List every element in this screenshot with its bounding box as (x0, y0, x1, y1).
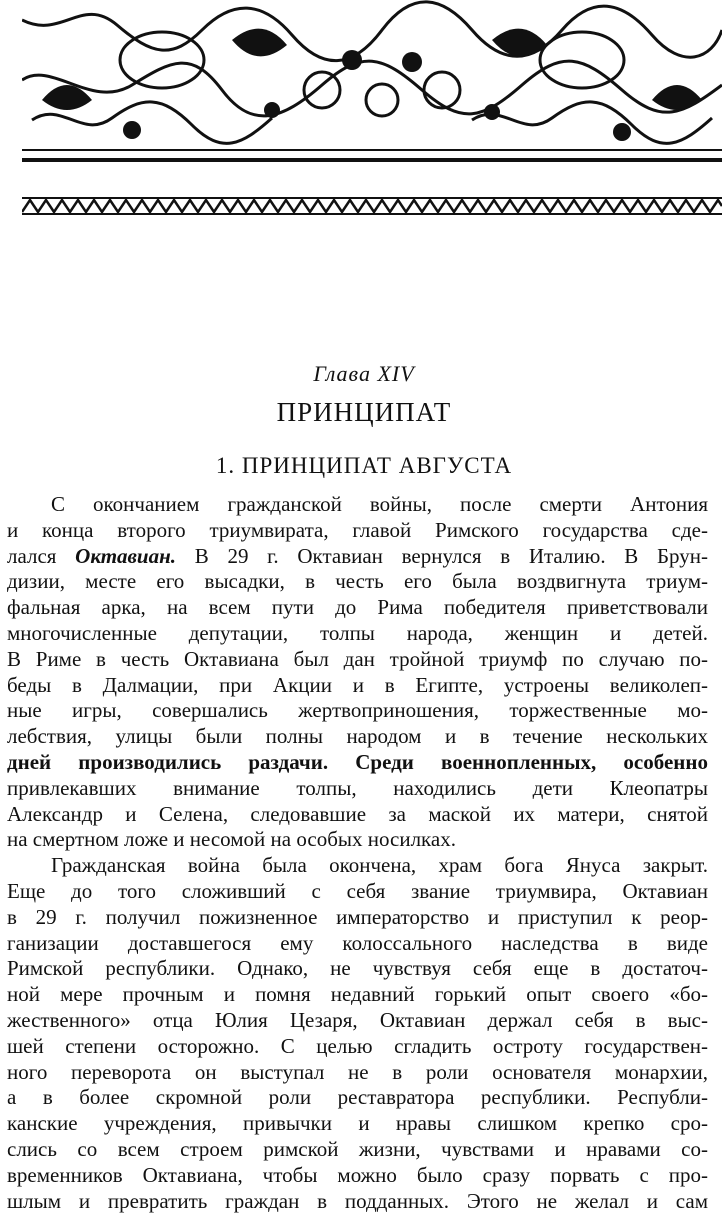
text-line: ные игры, совершались жертвоприношения, торжественные мо- (7, 698, 708, 723)
text-line: временников Октавиана, чтобы можно было сразу порвать с про- (7, 1162, 708, 1187)
decorative-frieze (22, 0, 722, 168)
emphasized-name: Октавиан. (75, 543, 177, 568)
text-line: беды в Далмации, при Акции и в Египте, устроены великолеп- (7, 672, 708, 697)
text-line: Римской республики. Однако, не чувствуя себя еще в достаточ- (7, 956, 708, 981)
text-line: слись со всем строем римской жизни, чувствами и нравами со- (7, 1136, 708, 1161)
text-line: ной мере прочным и помня недавний горький опыт своего «бо- (7, 982, 708, 1007)
text-line (7, 544, 708, 570)
text-line: фальная арка, на всем пути до Рима победителя приветствовали (7, 595, 708, 620)
text-line: на смертном ложе и несомой на особых носилках. (7, 827, 456, 852)
text-line: привлекавших внимание толпы, находились дети Клеопатры (7, 775, 708, 800)
text-line: Александр и Селена, следовавшие за маской их матери, снятой (7, 801, 708, 826)
chapter-label: Глава XIV (313, 361, 415, 386)
text-fragment: лался (7, 543, 57, 568)
text-line: В Риме в честь Октавиана был дан тройной триумф по случаю по- (7, 646, 708, 671)
text-line: С окончанием гражданской войны, после смерти Антония (51, 492, 708, 516)
chapter-title: ПРИНЦИПАТ (276, 397, 452, 427)
text-line: дизии, месте его высадки, в честь его была воздвигнута триум- (7, 569, 708, 594)
text-line: ного переворота он выступал не в роли основателя монархии, (7, 1059, 708, 1084)
text-line: и конца второго триумвирата, главой Римского государства сде- (7, 517, 708, 542)
text-fragment: В 29 г. Октавиан вернулся в Италию. В Брун- (194, 543, 708, 568)
body-text (7, 492, 708, 1214)
text-line: многочисленные депутации, толпы народа, женщин и детей. (7, 620, 708, 645)
section-title: 1. ПРИНЦИПАТ АВГУСТА (215, 453, 513, 478)
text-line: а в более скромной роли реставратора республики. Республи- (7, 1085, 708, 1110)
text-line: Гражданская война была окончена, храм бога Януса закрыт. (51, 853, 708, 878)
text-line: дней производились раздачи. Среди военнопленных, особенно (7, 749, 708, 774)
text-line: лебствия, улицы были полны народом и в течение нескольких (7, 724, 708, 749)
text-line: ганизации доставшегося ему колоссального наследства в виде (7, 930, 708, 955)
text-line: Еще до того сложивший с себя звание триумвира, Октавиан (7, 878, 708, 903)
text-line: в 29 г. получил пожизненное императорство и приступил к реор- (7, 904, 708, 929)
text-line: жественного» отца Юлия Цезаря, Октавиан держал себя в выс- (7, 1007, 708, 1032)
text-line: шей степени осторожно. С целью сгладить остроту государствен- (7, 1033, 708, 1058)
text-line: шлым и превратить граждан в подданных. Этого не желал и сам (7, 1188, 708, 1213)
decorative-border-rule (22, 194, 722, 218)
text-line: канские учреждения, привычки и нравы слишком крепко сро- (7, 1111, 708, 1136)
